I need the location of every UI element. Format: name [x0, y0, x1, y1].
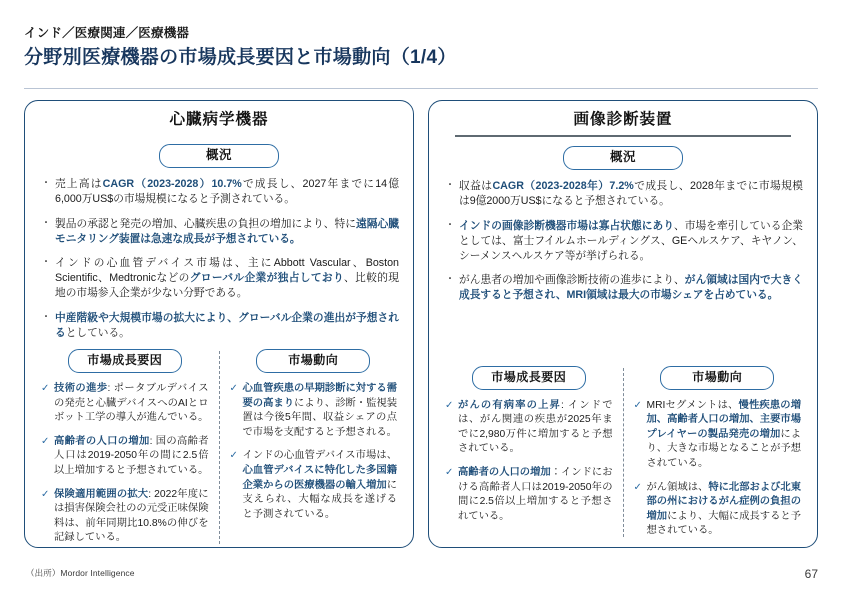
sub-badge-growth-drivers: 市場成長要因	[472, 366, 586, 390]
panel-title: 心臓病学機器	[169, 111, 269, 128]
body-text: がん患者の増加や画像診断技術の進歩により、	[459, 274, 685, 287]
panel-title: 画像診断装置	[573, 111, 673, 128]
sub-growth-drivers	[441, 366, 617, 539]
body-text: で成長し、2028年までに市場規模は9億2000万US$になると予想されている。	[459, 180, 803, 208]
overview-section	[37, 177, 401, 341]
check-bullet	[445, 466, 613, 524]
check-bullet	[230, 449, 398, 522]
market-trends-list	[634, 399, 802, 539]
highlighted-text: 特に北部および北東部の州におけるがん症例の負担の増加	[646, 481, 802, 522]
sub-market-trends	[630, 366, 806, 539]
body-text: に支えられ、大幅な成長を遂げると予測されている。	[242, 479, 397, 520]
highlighted-text: 技術の進歩	[54, 382, 108, 394]
panel-imaging	[428, 100, 818, 548]
body-text: 収益は	[459, 180, 493, 193]
body-text: MRIセグメントは、	[646, 399, 739, 411]
body-text: ：インドにおける高齢者人口は2019-2050年の間に2.5倍以上増加すると予想されている。	[458, 466, 613, 522]
sub-divider	[623, 368, 624, 537]
panels-container	[24, 100, 818, 548]
body-text: がん領域は、	[646, 481, 709, 493]
sub-sections	[37, 341, 401, 546]
check-bullet	[634, 399, 802, 472]
body-text: としている。	[65, 326, 130, 339]
overview-bullet	[41, 256, 399, 302]
sub-growth-drivers	[37, 349, 213, 546]
check-bullet	[41, 488, 209, 546]
check-bullet	[41, 435, 209, 479]
growth-drivers-list	[41, 382, 209, 546]
market-trends-list	[230, 382, 398, 522]
body-text: により、診断・監視装置は今後5年間、収益シェアの点で市場を支配すると予想される。	[242, 397, 398, 438]
source-note: （出所）Mordor Intelligence	[26, 568, 135, 578]
highlighted-text: がん領域は国内で大きく成長すると予想され、MRI領域は最大の市場シェアを占めている。	[459, 274, 803, 302]
highlighted-text: がんの有病率の上昇	[458, 399, 561, 411]
panel-cardiology	[24, 100, 414, 548]
breadcrumb: インド／医療関連／医療機器	[24, 26, 190, 40]
overview-bullet	[445, 179, 803, 209]
body-text: により、大幅に成長すると予想されている。	[646, 510, 802, 537]
highlighted-text: 慢性疾患の増加、高齢者人口の増加、主要市場プレイヤーの製品発売の増加	[646, 399, 801, 440]
page-title: 分野別医療機器の市場成長要因と市場動向（1/4）	[24, 47, 457, 68]
panel-title-divider	[455, 135, 791, 137]
body-text: : 2022年度には損害保険会社のの元受正味保険料は、前年同期比10.8%の伸びを記録している。	[54, 488, 209, 544]
highlighted-text: 中産階級や大規模市場の拡大により、グローバル企業の進出が予想される	[55, 311, 399, 339]
overview-bullet	[41, 311, 399, 341]
body-text: により、大きな市場となることが予想されている。	[646, 428, 802, 469]
overview-bullet	[445, 273, 803, 303]
highlighted-text: CAGR（2023-2028年）7.2%	[492, 180, 634, 193]
body-text: 売上高は	[55, 178, 103, 191]
slide-header	[24, 26, 818, 70]
highlighted-text: 高齢者の人口の増加	[54, 435, 150, 447]
overview-bullet-list	[445, 179, 803, 303]
body-text: 製品の承認と発売の増加、心臓疾患の負担の増加により、特に	[55, 217, 357, 230]
highlighted-text: CAGR（2023-2028）10.7%	[102, 178, 242, 191]
header-divider	[24, 88, 818, 89]
overview-bullet	[41, 177, 399, 207]
body-text: インドの心血管デバイス市場は、主にAbbott Vascular、Boston Scientific、Medtronicなどの	[55, 256, 399, 285]
highlighted-text: 遠隔心臓モニタリング装置は急速な成長が予想されている。	[55, 217, 399, 245]
overview-badge: 概況	[563, 146, 683, 171]
sub-divider	[219, 351, 220, 544]
check-bullet	[634, 481, 802, 539]
overview-bullet	[41, 217, 399, 247]
body-text: インドの心血管デバイス市場は、	[242, 450, 397, 462]
highlighted-text: 保険適用範囲の拡大	[54, 488, 149, 500]
body-text: : 国の高齢者人口は2019-2050年の間に2.5倍以上増加すると予想されている。	[54, 435, 209, 476]
body-text: 、比較的現地の市場参入企業が少ない分野である。	[55, 272, 399, 300]
growth-drivers-list	[445, 399, 613, 525]
highlighted-text: 高齢者の人口の増加	[458, 466, 551, 478]
check-bullet	[445, 399, 613, 457]
body-text: : インドでは、がん関連の疾患が2025年までに2,980万件に増加すると予想されている。	[458, 399, 613, 455]
highlighted-text: グローバル企業が独占しており	[189, 272, 345, 285]
sub-badge-market-trends: 市場動向	[660, 366, 774, 390]
body-text: : ポータブルデバイスの発売と心臓デバイスへのAIとロボット工学の導入が進んでいる。	[54, 382, 209, 424]
highlighted-text: インドの画像診断機器市場は寡占状態にあり	[459, 219, 675, 232]
overview-section	[441, 179, 805, 303]
sub-market-trends	[226, 349, 402, 546]
overview-badge: 概況	[159, 144, 279, 169]
highlighted-text: 心血管デバイスに特化した多国籍企業からの医療機器の輸入増加	[242, 464, 397, 491]
overview-bullet	[445, 219, 803, 265]
highlighted-text: 心血管疾患の早期診断に対する需要の高まり	[242, 382, 397, 409]
page-number: 67	[804, 567, 818, 581]
check-bullet	[41, 382, 209, 426]
body-text: 、市場を牽引している企業としては、富士フイルムホールディングス、GEヘルスケア、キヤノン、シーメンスヘルスケア等が挙げられる。	[459, 219, 803, 262]
sub-sections	[441, 358, 805, 539]
sub-badge-growth-drivers: 市場成長要因	[68, 349, 182, 373]
sub-badge-market-trends: 市場動向	[256, 349, 370, 373]
body-text: で成長し、2027年までに14億6,000万US$の市場規模になると予測されている。	[55, 178, 399, 206]
check-bullet	[230, 382, 398, 440]
overview-bullet-list	[41, 177, 399, 341]
